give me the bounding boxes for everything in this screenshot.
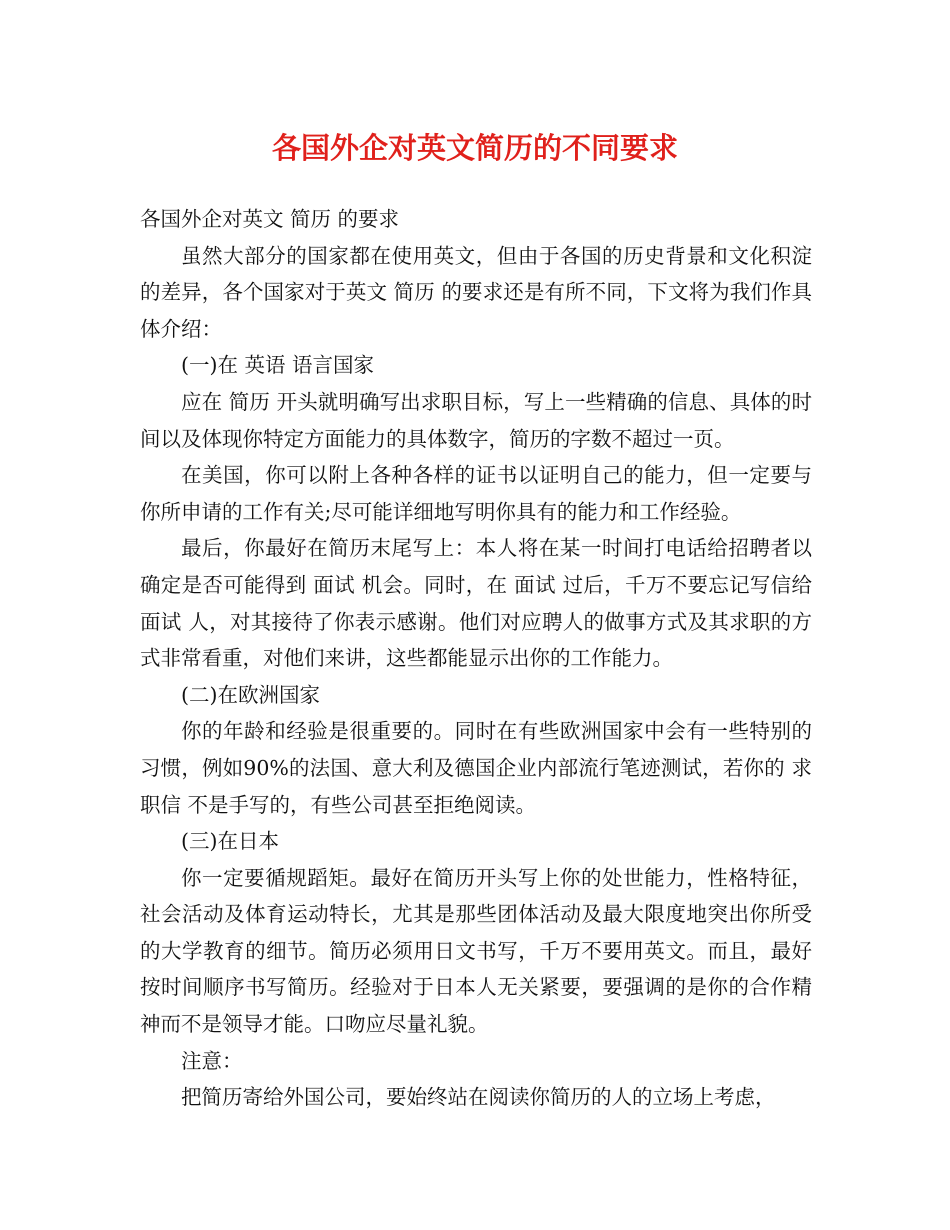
paragraph: 在美国，你可以附上各种各样的证书以证明自己的能力，但一定要与你所申请的工作有关;尽可能详细地写明你具有的能力和工作经验。	[140, 463, 812, 524]
paragraph-intro: 虽然大部分的国家都在使用英文，但由于各国的历史背景和文化积淀的差异，各个国家对于英文 简历 的要求还是有所不同，下文将为我们作具体介绍：	[140, 243, 812, 341]
section-heading-notes: 注意：	[181, 1048, 243, 1073]
paragraph: 把简历寄给外国公司，要始终站在阅读你简历的人的立场上考虑，	[181, 1085, 776, 1110]
document-title: 各国外企对英文简历的不同要求	[271, 131, 678, 165]
paragraph: 你的年龄和经验是很重要的。同时在有些欧洲国家中会有一些特别的习惯，例如90%的法国、意大利及德国企业内部流行笔迹测试，若你的 求职信 不是手写的，有些公司甚至拒绝阅读。	[140, 719, 812, 817]
document-body	[140, 201, 812, 1116]
paragraph: 最后，你最好在简历末尾写上：本人将在某一时间打电话给招聘者以确定是否可能得到 面试 机会。同时，在 面试 过后，千万不要忘记写信给 面试 人，对其接待了你表示感谢。他们对应聘人的做事方式及其求职的方式非常看重，对他们来讲，这些都能显示出你的工作能力。	[140, 536, 812, 671]
paragraph: 应在 简历 开头就明确写出求职目标，写上一些精确的信息、具体的时间以及体现你特定方面能力的具体数字，简历的字数不超过一页。	[140, 389, 812, 451]
section-heading-english-countries: (一)在 英语 语言国家	[181, 353, 375, 378]
section-heading-japan: (三)在日本	[181, 829, 279, 854]
paragraph-subtitle: 各国外企对英文 简历 的要求	[140, 207, 400, 231]
section-heading-europe: (二)在欧洲国家	[181, 682, 320, 707]
paragraph: 你一定要循规蹈矩。最好在简历开头写上你的处世能力，性格特征，社会活动及体育运动特长，尤其是那些团体活动及最大限度地突出你所受的大学教育的细节。简历必须用日文书写，千万不要用英文。而且，最好按时间顺序书写简历。经验对于日本人无关紧要，要强调的是你的合作精神而不是领导才能。口吻应尽量礼貌。	[140, 865, 812, 1037]
